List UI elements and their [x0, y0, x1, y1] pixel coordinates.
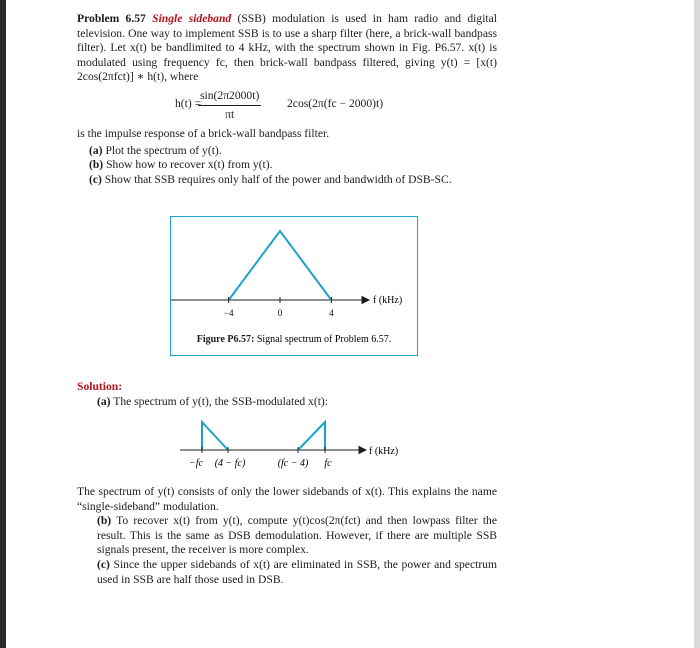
- solution-a: [77, 395, 497, 410]
- label-4-minus-fc: (4 − fc): [214, 458, 246, 469]
- solution-a-label: (a): [97, 394, 111, 408]
- part-b-text: Show how to recover x(t) from y(t).: [106, 158, 273, 172]
- formula-denominator: πt: [225, 107, 235, 121]
- figure-caption: [197, 334, 392, 345]
- label-neg-fc: −fc: [189, 458, 203, 469]
- solution-b-label: (b): [97, 514, 112, 528]
- part-b: [77, 158, 497, 173]
- solution-section: [77, 380, 497, 409]
- problem-section: [77, 12, 497, 187]
- label-fc: fc: [324, 458, 332, 469]
- formula-rhs: 2cos(2π(fc − 2000)t): [287, 96, 384, 110]
- impulse-response-formula: [77, 87, 497, 127]
- part-b-label: (b): [89, 158, 104, 172]
- problem-number: Problem 6.57: [77, 12, 146, 25]
- solution-a-text: The spectrum of y(t), the SSB-modulated x(t):: [113, 394, 328, 408]
- part-a-label: (a): [89, 143, 103, 157]
- part-a-text: Plot the spectrum of y(t).: [105, 143, 222, 157]
- ssb-axis-label: f (kHz): [369, 446, 399, 457]
- axis-label-fkhz: f (kHz): [373, 295, 403, 306]
- figure-p657: [170, 216, 418, 356]
- part-c-label: (c): [89, 172, 102, 186]
- tick-label-4: 4: [329, 308, 334, 318]
- solution-heading: Solution:: [77, 380, 123, 393]
- formula-lhs: h(t) =: [175, 96, 202, 110]
- ssb-spectrum-plot: [180, 412, 420, 474]
- problem-parts: [77, 144, 497, 188]
- caption-text: Signal spectrum of Problem 6.57.: [256, 334, 392, 345]
- solution-c: [77, 558, 497, 587]
- left-edge-bar: [0, 0, 6, 648]
- formula-fraction: [198, 89, 261, 122]
- label-fc-minus-4: (fc − 4): [277, 458, 309, 469]
- solution-c-label: (c): [97, 557, 110, 571]
- caption-label: Figure P6.57:: [196, 334, 255, 345]
- problem-title: Single sideband: [152, 12, 232, 25]
- part-a: [77, 144, 497, 159]
- spectrum-triangle: [229, 231, 332, 300]
- spectrum-plot: [171, 217, 417, 355]
- solution-b: [77, 514, 497, 558]
- solution-para1: The spectrum of y(t) consists of only the lower sidebands of x(t). This explains the name “single-sideband” modulation.: [77, 485, 497, 513]
- solution-body: [77, 485, 497, 587]
- formula-numerator: sin(2π2000t): [198, 89, 261, 106]
- problem-text: (SSB) modulation is used in ham radio and digital television. One way to implement SSB is to use a sharp filter (here, a brick-wall bandpass filter). Let x(t) be bandlimited to 4 kHz, with the spectrum shown in Fig. P6.57. x(t) is modulated using frequency fc, then brick-wall bandpass filtered, giving y(t) = [x(t) 2cos(2πfct)] ∗ h(t), where: [77, 12, 497, 84]
- solution-c-text: Since the upper sidebands of x(t) are eliminated in SSB, the power and spectrum used in SSB are half those used in DSB.: [97, 557, 497, 586]
- solution-b-text: To recover x(t) from y(t), compute y(t)cos(2π(fct) and then lowpass filter the result. This is the same as DSB demodulation. However, if there are multiple SSB signals present, the receiver is more complex.: [97, 514, 497, 557]
- part-c-text: Show that SSB requires only half of the power and bandwidth of DSB-SC.: [104, 172, 452, 186]
- problem-statement: [77, 12, 497, 85]
- lower-sideband-left: [202, 422, 228, 450]
- lower-sideband-right: [298, 422, 325, 450]
- tick-label-0: 0: [277, 308, 283, 318]
- tick-label-neg4: −4: [223, 308, 234, 318]
- after-formula-text: is the impulse response of a brick-wall bandpass filter.: [77, 126, 330, 140]
- part-c: [77, 173, 497, 188]
- right-edge-bar: [694, 0, 700, 648]
